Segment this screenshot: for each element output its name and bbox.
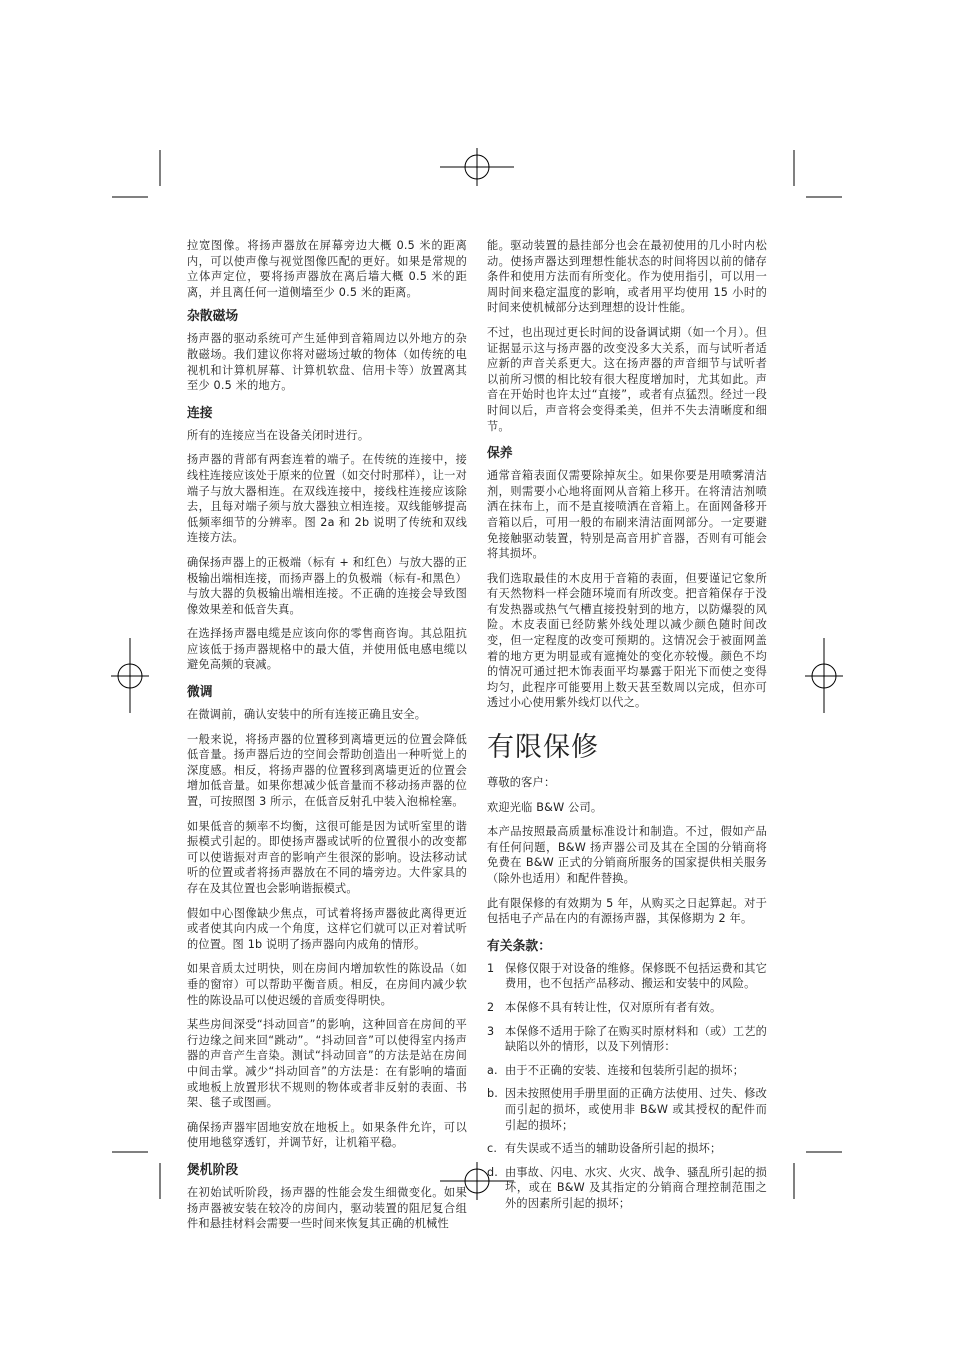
section-heading-fine-tuning: 微调 xyxy=(187,685,213,701)
paragraph: 我们选取最佳的木皮用于音箱的表面，但要谨记它象所有天然物料一样会随环境而有所改变。把音箱保存于没有发热器或热气气槽直接投射到的地方，以防爆裂的风险。木皮表面已经防紫外线处理以减少颜色随时间改变，但一定程度的改变可预期的。这情况会于被面网盖着的地方更为明显或有遮掩处的变化亦较慢。颜色不均的情况可通过把木饰表面平均暴露于阳光下而使之变得均匀，此程序可能要用上数天甚至数周以完成，但亦可透过小心使用紫外线灯以代之。 xyxy=(487,571,767,710)
terms-list xyxy=(487,961,767,1212)
paragraph: 拉宽图像。将扬声器放在屏幕旁边大概 0.5 米的距离内，可以使声像与视觉图像匹配的更好。如果是常规的立体声定位，要将扬声器放在离后墙大概 0.5 米的距离，并且离任何一道侧墙至少 0.5 米的距离。 xyxy=(187,239,467,299)
list-item-text: 有失误或不适当的辅助设备所引起的损坏； xyxy=(505,1142,722,1156)
list-item-number: 3 xyxy=(487,1024,495,1038)
section-heading-running-in: 煲机阶段 xyxy=(187,1162,239,1178)
paragraph: 欢迎光临 B&W 公司。 xyxy=(487,800,603,814)
paragraph: 本产品按照最高质量标准设计和制造。不过，假如产品有任何问题，B&W 扬声器公司及其在全国的分销商将免费在 B&W 正式的分销商所服务的国家提供相关服务（除外也适用）和配件替换。 xyxy=(487,825,767,885)
list-item-text: 因未按照使用手册里面的正确方法使用、过失、修改而引起的损坏，或使用非 B&W 或其授权的配件而引起的损坏； xyxy=(505,1087,767,1132)
right-column xyxy=(487,238,767,1220)
section-heading-stray-magnetic-field: 杂散磁场 xyxy=(187,309,239,325)
left-column xyxy=(187,238,467,1241)
section-heading-connection: 连接 xyxy=(187,405,213,421)
paragraph: 确保扬声器牢固地安放在地板上。如果条件允许，可以使用地毯穿透钉，并调节好，让机箱平稳。 xyxy=(187,1120,467,1150)
paragraph: 尊敬的客户： xyxy=(487,776,556,790)
paragraph: 能。驱动装置的悬挂部分也会在最初使用的几小时内松动。使扬声器达到理想性能状态的时间将因以前的储存条件和使用方法而有所变化。作为使用指引，可以用一周时间来稳定温度的影响，或者用平均使用 15 小时的时间来使机械部分达到理想的设计性能。 xyxy=(487,239,767,315)
section-heading-maintenance: 保养 xyxy=(487,446,513,462)
paragraph: 某些房间深受“抖动回音”的影响，这种回音在房间的平行边缘之间来回“跳动”。“抖动回音”可以使得室内扬声器的声音产生音染。测试“抖动回音”的方法是站在房间中间击掌。减少“抖动回音”的方法是：在有影响的墙面或地板上放置形状不规则的物体或者非反射的表面、书架、毯子或图画。 xyxy=(187,1018,467,1110)
list-item-number: b. xyxy=(487,1087,499,1101)
section-heading-terms: 有关条款： xyxy=(487,938,551,954)
paragraph: 在选择扬声器电缆是应该向你的零售商咨询。其总阻抗应该低于扬声器规格中的最大值，并使用低电感电缆以避免高频的衰减。 xyxy=(187,627,467,672)
section-title-limited-warranty: 有限保修 xyxy=(487,732,599,764)
list-item-text: 由事故、闪电、水灾、火灾、战争、骚乱所引起的损坏，或在 B&W 及其指定的分销商合理控制范围之外的因素所引起的损坏； xyxy=(505,1165,767,1210)
list-item-text: 本保修不适用于除了在购买时原材料和（或）工艺的缺陷以外的情形，以及下列情形： xyxy=(505,1024,767,1054)
paragraph: 在初始试听阶段，扬声器的性能会发生细微变化。如果扬声器被安装在较冷的房间内，驱动装置的阻尼复合组件和悬挂材料会需要一些时间来恢复其正确的机械性 xyxy=(187,1185,467,1231)
registration-mark-left xyxy=(111,638,149,713)
list-item-number: c. xyxy=(487,1142,498,1156)
paragraph: 不过，也出现过更长时间的设备调试期（如一个月）。但证据显示这与扬声器的改变没多大关系，而与试听者适应新的声音关系更大。这在扬声器的声音细节与试听者以前所习惯的相比较有很大程度增加时，尤其如此。声音在开始时也许太过“直接”，或者有点猛烈。经过一段时间以后，声音将会变得柔美，但并不失去清晰度和细节。 xyxy=(487,325,767,433)
paragraph: 扬声器的驱动系统可产生延伸到音箱周边以外地方的杂散磁场。我们建议你将对磁场过敏的物体（如传统的电视机和计算机屏幕、计算机软盘、信用卡等）放置离其至少 0.5 米的地方。 xyxy=(187,332,467,393)
list-item-number: 2 xyxy=(487,1000,495,1014)
list-item xyxy=(487,1165,767,1212)
list-item xyxy=(487,1086,767,1133)
list-item xyxy=(487,1141,767,1157)
paragraph: 如果音质太过明快，则在房间内增加软性的陈设品（如垂的窗帘）可以帮助平衡音质。相反，在房间内减少软性的陈设品可以使迟缓的音质变得明快。 xyxy=(187,962,467,1007)
paragraph: 确保扬声器上的正极端（标有 + 和红色）与放大器的正极输出端相连接，而扬声器上的负极端（标有-和黑色）与放大器的负极输出端相连接。不正确的连接会导致图像效果差和低音失真。 xyxy=(187,555,467,616)
paragraph: 一般来说，将扬声器的位置移到离墙更远的位置会降低低音量。扬声器后边的空间会帮助创造出一种听觉上的深度感。相反，将扬声器的位置移到离墙更近的位置会增加低音量。如果你想减少低音量而不移动扬声器的位置，可按照图 3 所示，在低音反射孔中装入泡棉栓塞。 xyxy=(187,732,467,809)
paragraph: 在微调前，确认安装中的所有连接正确且安全。 xyxy=(187,708,427,722)
paragraph: 所有的连接应当在设备关闭时进行。 xyxy=(187,428,370,442)
list-item xyxy=(487,1063,767,1079)
paragraph: 如果低音的频率不均衡，这很可能是因为试听室里的谐振模式引起的。即使扬声器或试听的位置很小的改变都可以使谐振对声音的影响产生很深的影响。设法移动试听的位置或者将扬声器放在不同的墙旁边。大件家具的存在及其位置也会影响谐振模式。 xyxy=(187,819,467,895)
registration-mark-top xyxy=(440,148,514,186)
list-item-text: 保修仅限于对设备的维修。保修既不包括运费和其它费用，也不包括产品移动、搬运和安装中的风险。 xyxy=(505,961,767,991)
paragraph: 假如中心图像缺少焦点，可试着将扬声器彼此离得更近或者使其向内成一个角度，这样它们就可以正对着试听的位置。图 1b 说明了扬声器向内成角的情形。 xyxy=(187,906,467,951)
list-item-number: 1 xyxy=(487,961,495,975)
list-item-number: a. xyxy=(487,1063,498,1077)
list-item xyxy=(487,1000,767,1016)
registration-mark-right xyxy=(805,638,843,713)
list-item xyxy=(487,1024,767,1055)
paragraph: 扬声器的背部有两套连着的端子。在传统的连接中，接线柱连接应该处于原来的位置（如交付时那样），让一对端子与放大器相连。在双线连接中，接线柱连接应该除去，且每对端子须与放大器独立相连接。双线能够提高低频率细节的分辨率。图 2a 和 2b 说明了传统和双线连接方法。 xyxy=(187,453,467,545)
list-item-text: 本保修不具有转让性，仅对原所有者有效。 xyxy=(505,1000,722,1014)
list-item-text: 由于不正确的安装、连接和包装所引起的损坏； xyxy=(505,1063,745,1077)
list-item xyxy=(487,961,767,992)
paragraph: 通常音箱表面仅需要除掉灰尘。如果你要是用喷雾清洁剂，则需要小心地将面网从音箱上移开。在将清洁剂喷洒在抹布上，而不是直接喷洒在音箱上。在面网备移开音箱以后，可用一般的布刷来清洁面网部分。一定要避免接触驱动装置，特别是高音用扩音器，否则有可能会将其损坏。 xyxy=(487,469,767,561)
list-item-number: d. xyxy=(487,1165,499,1179)
paragraph: 此有限保修的有效期为 5 年，从购买之日起算起。对于包括电子产品在内的有源扬声器，其保修期为 2 年。 xyxy=(487,896,767,926)
